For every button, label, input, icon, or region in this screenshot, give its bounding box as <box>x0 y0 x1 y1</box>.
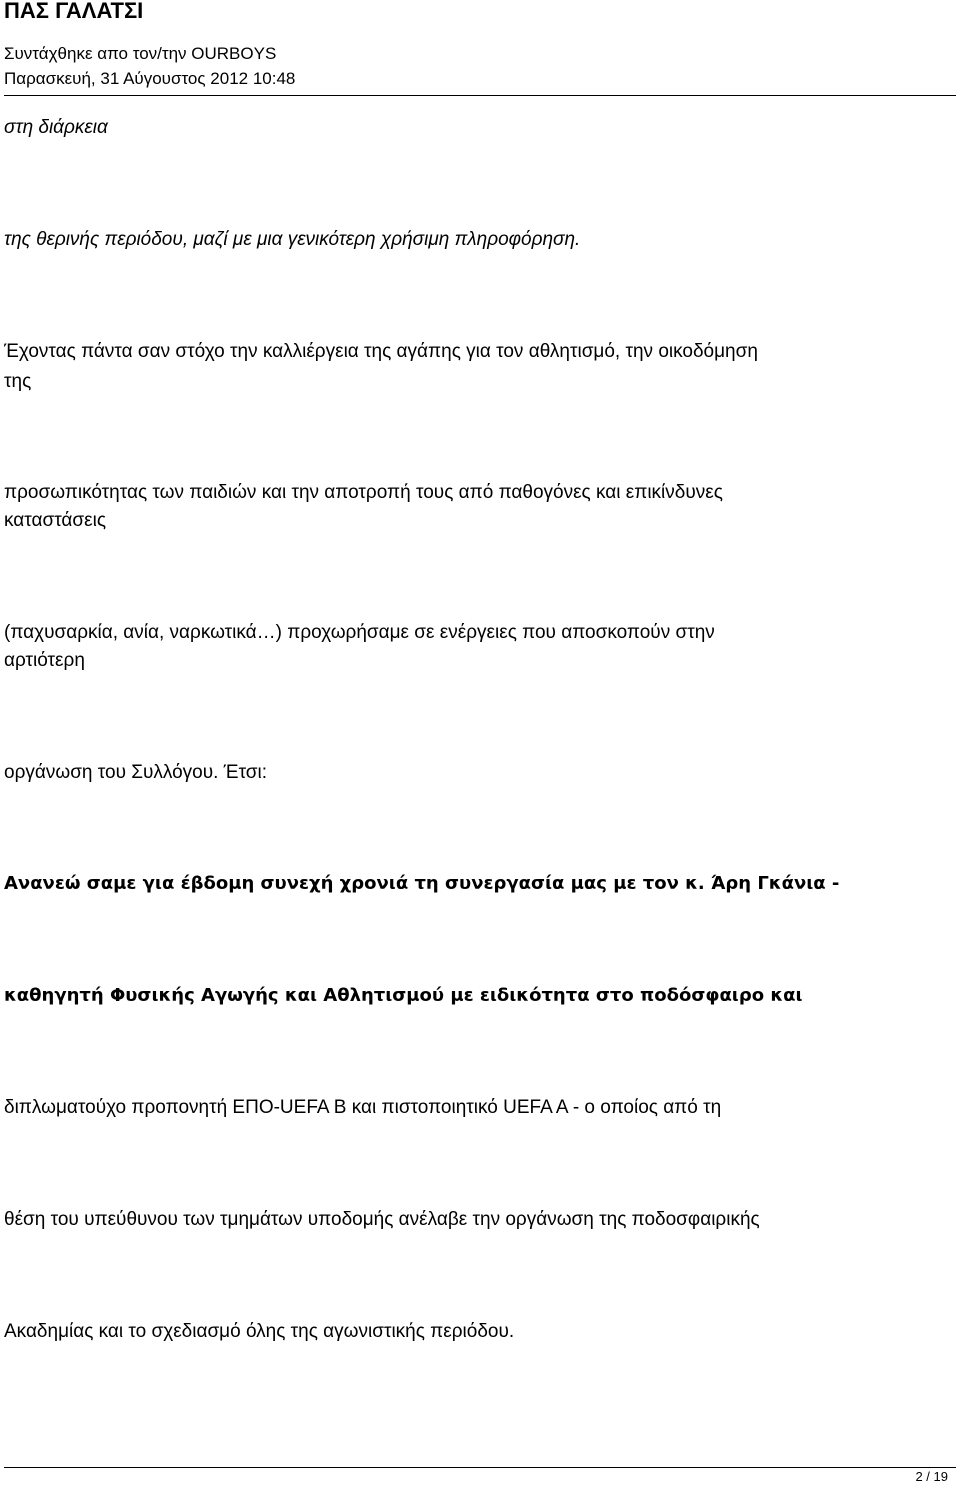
body-line-7: (παχυσαρκία, ανία, ναρκωτικά…) προχωρήσαμε σε ενέργειες που αποσκοπούν στην <box>4 622 715 643</box>
document-title: ΠΑΣ ΓΑΛΑΤΣΙ <box>4 0 144 23</box>
body-line-9: οργάνωση του Συλλόγου. Έτσι: <box>4 762 268 783</box>
body-line-5: προσωπικότητας των παιδιών και την αποτροπή τους από παθογόνες και επικίνδυνες <box>4 482 723 503</box>
body-line-4: της <box>4 371 32 392</box>
body-line-6: καταστάσεις <box>4 510 106 531</box>
body-line-10: Ανανεώ σαμε για έβδομη συνεχή χρονιά τη συνεργασία μας με τον κ. Άρη Γκάνια - <box>4 873 840 894</box>
author-line: Συντάχθηκε απο τον/την OURBOYS <box>4 44 277 63</box>
body-line-13: θέση του υπεύθυνου των τμημάτων υποδομής ανέλαβε την οργάνωση της ποδοσφαιρικής <box>4 1209 760 1230</box>
footer-divider <box>4 1467 956 1468</box>
body-line-14: Ακαδημίας και το σχεδιασμό όλης της αγωνιστικής περιόδου. <box>4 1321 515 1342</box>
body-line-2: της θερινής περιόδου, μαζί με μια γενικότερη χρήσιμη πληροφόρηση. <box>4 229 581 250</box>
header-divider <box>4 95 956 96</box>
body-line-8: αρτιότερη <box>4 650 85 671</box>
date-line: Παρασκευή, 31 Αύγουστος 2012 10:48 <box>4 69 296 88</box>
body-line-1: στη διάρκεια <box>4 117 108 138</box>
page-number: 2 / 19 <box>915 1469 948 1484</box>
body-line-12: διπλωματούχο προπονητή ΕΠΟ-UEFA B και πιστοποιητικό UEFA A - ο οποίος από τη <box>4 1097 722 1118</box>
body-line-3: Έχοντας πάντα σαν στόχο την καλλιέργεια της αγάπης για τον αθλητισμό, την οικοδόμηση <box>4 341 758 362</box>
body-line-11: καθηγητή Φυσικής Αγωγής και Αθλητισμού με ειδικότητα στο ποδόσφαιρο και <box>4 985 803 1006</box>
